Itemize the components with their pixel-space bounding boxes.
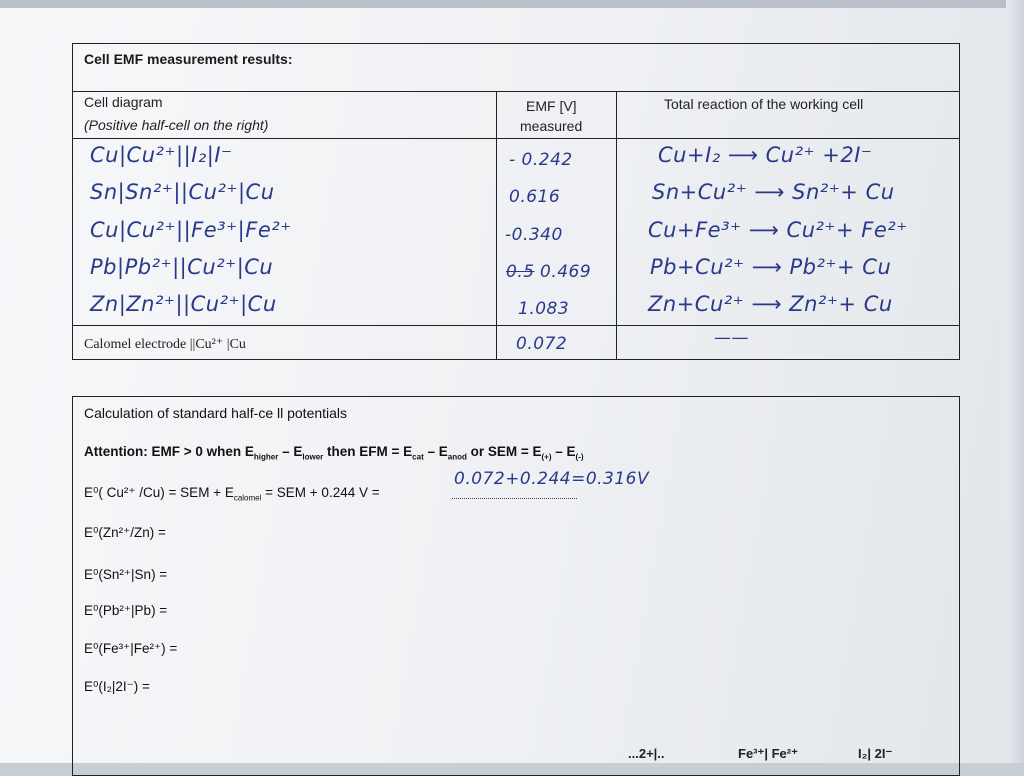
i2-potential-line: E⁰(I₂|2I⁻) = bbox=[84, 679, 150, 694]
cu-potential-answer: 0.072+0.244=0.316V bbox=[454, 469, 650, 489]
header-emf-measured: measured bbox=[520, 118, 583, 134]
pb-potential-line: E⁰(Pb²⁺|Pb) = bbox=[84, 603, 168, 618]
row-2-reaction: Sn+Cu²⁺ ⟶ Sn²⁺+ Cu bbox=[652, 180, 895, 204]
attention-line: Attention: EMF > 0 when $E_{higher} - E_{lower}$ then EFM = $E_{cat} - E_{anod}$ or SEM = $E_{(+)} - E_{(-)}$ bbox=[84, 444, 584, 462]
row-3-reaction: Cu+Fe³⁺ ⟶ Cu²⁺+ Fe²⁺ bbox=[648, 218, 908, 242]
bottom-fragment: ...2+|.. bbox=[628, 746, 665, 761]
row-6-reaction: —— bbox=[714, 328, 749, 348]
header-cell-diagram-sub: (Positive half-cell on the right) bbox=[84, 117, 269, 133]
paper-edge-shadow bbox=[1006, 0, 1024, 763]
row-2-diagram: Sn|Sn²⁺||Cu²⁺|Cu bbox=[90, 180, 275, 204]
calc-title: Calculation of standard half-ce ll potentials bbox=[84, 405, 348, 421]
header-divider bbox=[72, 138, 960, 139]
header-cell-diagram: Cell diagram bbox=[84, 94, 163, 110]
bottom-fragment: Fe³⁺| Fe²⁺ bbox=[738, 746, 798, 761]
header-emf: EMF [V] bbox=[526, 98, 577, 114]
sn-potential-line: E⁰(Sn²⁺|Sn) = bbox=[84, 567, 168, 582]
row-6-diagram: Calomel electrode ||Cu²⁺ |Cu bbox=[84, 337, 246, 352]
row-3-emf: -0.340 bbox=[505, 225, 563, 245]
row-1-reaction: Cu+I₂ ⟶ Cu²⁺ +2I⁻ bbox=[658, 143, 873, 167]
row-3-diagram: Cu|Cu²⁺||Fe³⁺|Fe²⁺ bbox=[90, 218, 292, 242]
zn-potential-line: E⁰(Zn²⁺/Zn) = bbox=[84, 525, 166, 540]
table-divider bbox=[72, 91, 960, 92]
row-5-emf: 1.083 bbox=[518, 299, 570, 319]
bottom-fragment: I₂| 2I⁻ bbox=[858, 746, 893, 761]
row-1-diagram: Cu|Cu²⁺||I₂|I⁻ bbox=[90, 143, 233, 167]
background-edge bbox=[0, 0, 1024, 8]
fe-potential-line: E⁰(Fe³⁺|Fe²⁺) = bbox=[84, 641, 178, 656]
cu-potential-line: E⁰( Cu²⁺ /Cu) = SEM + $E_{calomel}$ = SEM + 0.244 V = bbox=[84, 485, 380, 503]
column-divider bbox=[616, 91, 617, 360]
table-title: Cell EMF measurement results: bbox=[84, 51, 293, 67]
row-6-emf: 0.072 bbox=[516, 334, 568, 354]
row-divider bbox=[72, 325, 960, 326]
row-4-diagram: Pb|Pb²⁺||Cu²⁺|Cu bbox=[90, 255, 274, 279]
row-4-reaction: Pb+Cu²⁺ ⟶ Pb²⁺+ Cu bbox=[650, 255, 892, 279]
answer-dotted-line bbox=[452, 498, 577, 499]
row-5-diagram: Zn|Zn²⁺||Cu²⁺|Cu bbox=[90, 292, 277, 316]
header-total-reaction: Total reaction of the working cell bbox=[664, 96, 864, 112]
column-divider bbox=[496, 91, 497, 360]
row-1-emf: - 0.242 bbox=[509, 150, 573, 170]
row-4-emf: 0.469 bbox=[540, 262, 592, 282]
row-2-emf: 0.616 bbox=[509, 187, 561, 207]
row-4-emf-struck: 0.5 bbox=[506, 262, 535, 282]
row-5-reaction: Zn+Cu²⁺ ⟶ Zn²⁺+ Cu bbox=[648, 292, 893, 316]
